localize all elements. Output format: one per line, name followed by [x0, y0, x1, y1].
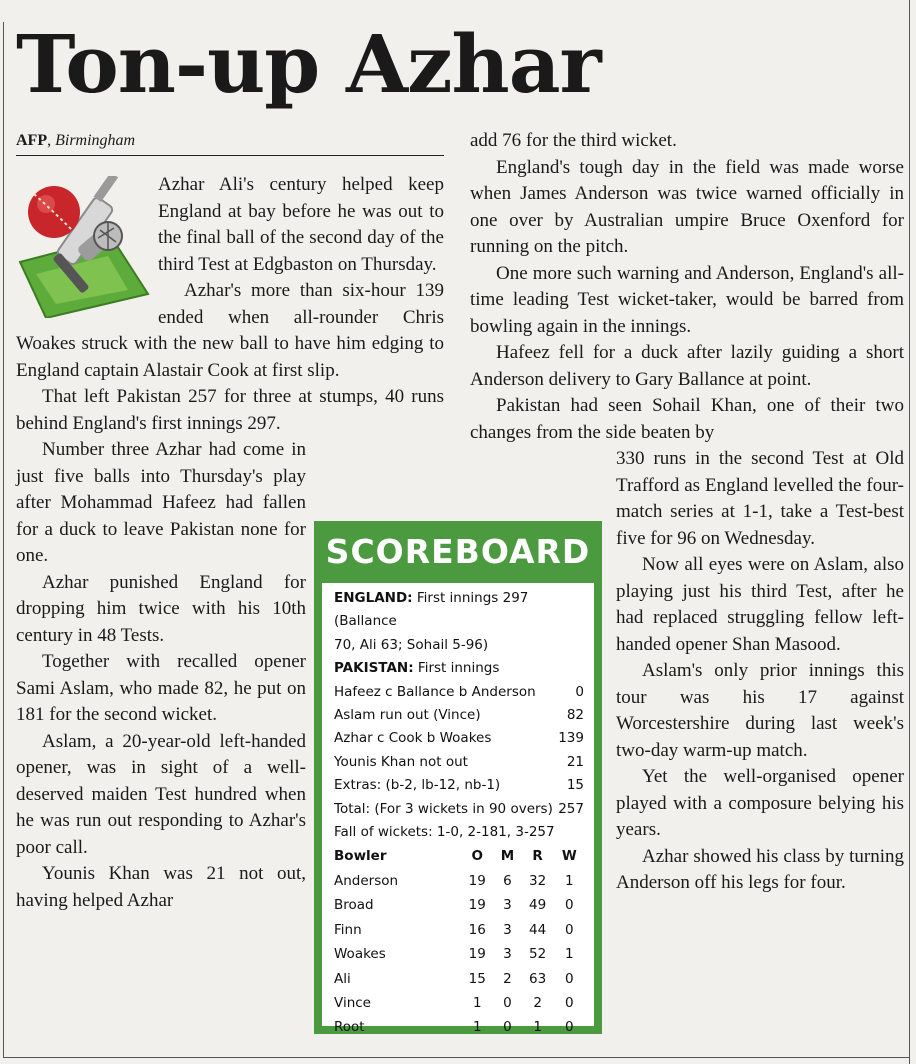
paragraph: Aslam's only prior innings this tour was his 17 against Worcestershire during last week's two-day warm-up match.	[616, 660, 904, 761]
england-line-1: First innings 297 (Ballance	[334, 590, 529, 630]
scoreboard-title: SCOREBOARD	[325, 532, 591, 571]
column-rule-left	[3, 22, 4, 1057]
fall-of-wickets: Fall of wickets: 1-0, 2-181, 3-257	[334, 824, 555, 841]
batting-row	[334, 681, 584, 704]
bowler: Root	[334, 1019, 365, 1036]
batting-row	[334, 727, 584, 750]
paragraph: Azhar Ali's century helped keep England at bay before he was out to the final ball of the second day of the third Test at Edgbaston on Thursday.	[158, 174, 444, 275]
total-label: Total: (For 3 wickets in 90 overs)	[334, 800, 553, 817]
batsman: Aslam run out (Vince)	[334, 707, 481, 724]
runs: 1	[533, 1019, 542, 1036]
paragraph: England's tough day in the field was made worse when James Anderson was twice warned officially in one over by Australian umpire Bruce Oxenford for running on the pitch.	[470, 156, 904, 257]
bowling-row	[334, 893, 584, 917]
byline-divider	[16, 155, 444, 156]
bowler: Woakes	[334, 946, 386, 963]
maidens: 2	[503, 970, 512, 987]
maidens: 6	[503, 872, 512, 889]
paragraph: Together with recalled opener Sami Aslam, who made 82, he put on 181 for the second wicket.	[16, 651, 306, 725]
paragraph: Hafeez fell for a duck after lazily guiding a short Anderson delivery to Gary Ballance at point.	[470, 342, 904, 390]
pakistan-label: PAKISTAN:	[334, 660, 414, 677]
runs: 44	[529, 921, 547, 938]
maidens: 3	[503, 921, 512, 938]
column-header: Bowler	[334, 848, 387, 865]
runs: 139	[558, 730, 584, 747]
wickets: 0	[564, 1019, 574, 1036]
bowler: Vince	[334, 994, 371, 1011]
headline: Ton-up Azhar	[16, 17, 601, 111]
batsman: Hafeez c Ballance b Anderson	[334, 683, 536, 700]
bowling-header-row	[334, 844, 584, 868]
maidens: 0	[503, 1019, 512, 1036]
runs: 15	[566, 777, 584, 794]
batting-row	[334, 751, 584, 774]
batting-row	[334, 704, 584, 727]
runs: 2	[533, 994, 542, 1011]
paragraph: Younis Khan was 21 not out, having helped Azhar	[16, 863, 306, 911]
overs: 1	[472, 1019, 482, 1036]
overs: 19	[468, 946, 486, 963]
paragraph: Pakistan had seen Sohail Khan, one of their two changes from the side beaten by	[470, 395, 904, 443]
runs: 52	[529, 946, 547, 963]
byline: AFP, Birmingham	[16, 132, 136, 149]
runs: 257	[558, 800, 584, 817]
wickets: 0	[564, 921, 574, 938]
extras-label: Extras: (b-2, lb-12, nb-1)	[334, 777, 501, 794]
column-rule-right	[909, 0, 910, 1064]
pakistan-innings	[334, 657, 584, 680]
paragraph: Azhar's more than six-hour 139 ended when all-rounder Chris Woakes struck with the new ball to have him edging to England captain Alastair Cook at first slip.	[16, 280, 444, 381]
paragraph: That left Pakistan 257 for three at stumps, 40 runs behind England's first innings 297.	[16, 386, 444, 434]
total-row	[334, 798, 584, 821]
paragraph: 330 runs in the second Test at Old Trafford as England levelled the four-match series at 1-1, take a Test-best five for 96 on Wednesday.	[616, 448, 904, 549]
cricket-ball-bat-microphone-icon	[16, 176, 152, 318]
bowling-table	[334, 844, 584, 1039]
wickets: 1	[564, 946, 574, 963]
column-header: O	[471, 848, 483, 865]
bowling-row	[334, 869, 584, 893]
runs: 21	[566, 753, 584, 770]
wickets: 0	[564, 994, 574, 1011]
batsman: Younis Khan not out	[334, 753, 468, 770]
bowling-row	[334, 1015, 584, 1039]
overs: 19	[468, 897, 486, 914]
overs: 19	[468, 872, 486, 889]
england-label: ENGLAND:	[334, 590, 413, 606]
overs: 1	[472, 994, 482, 1011]
overs: 15	[468, 970, 486, 987]
maidens: 3	[503, 897, 512, 914]
wickets: 1	[564, 872, 574, 889]
column-header: W	[561, 848, 577, 865]
bowler: Finn	[334, 921, 362, 938]
column-header: M	[500, 848, 515, 865]
runs: 32	[529, 872, 547, 889]
paragraph: One more such warning and Anderson, England's all-time leading Test wicket-taker, would be barred from bowling again in the innings.	[470, 262, 904, 337]
runs: 49	[529, 897, 547, 914]
scoreboard-box	[314, 521, 602, 1034]
article-column-right-narrow	[616, 446, 904, 897]
batsman: Azhar c Cook b Woakes	[334, 730, 492, 747]
wickets: 0	[564, 897, 574, 914]
paragraph: Yet the well-organised opener played with a composure belying his years.	[616, 766, 904, 840]
paragraph: Number three Azhar had come in just five balls into Thursday's play after Mohammad Hafeez had fallen for a duck to leave Pakistan none for one.	[16, 439, 306, 566]
wickets: 0	[564, 970, 574, 987]
bowling-row	[334, 991, 584, 1015]
paragraph: Azhar punished England for dropping him twice with his 10th century in 48 Tests.	[16, 571, 306, 646]
byline-agency: AFP	[16, 132, 48, 149]
column-header: R	[532, 848, 543, 865]
bowler: Broad	[334, 897, 374, 914]
pakistan-text: First innings	[417, 660, 500, 677]
paragraph: Aslam, a 20-year-old left-handed opener, was in sight of a well-deserved maiden Test hundred when he was run out responding to Azhar's poor call.	[16, 730, 306, 858]
page-rule-bottom	[3, 1057, 910, 1058]
bowling-row	[334, 918, 584, 942]
england-innings	[334, 587, 584, 634]
paragraph: Azhar showed his class by turning Anderson off his legs for four.	[616, 845, 904, 893]
maidens: 0	[503, 994, 512, 1011]
byline-location: Birmingham	[55, 132, 136, 149]
bowling-row	[334, 942, 584, 966]
article-column-left-narrow	[16, 437, 306, 914]
scoreboard-body	[322, 583, 594, 1036]
bowler: Anderson	[334, 872, 399, 889]
paragraph: Now all eyes were on Aslam, also playing just his third Test, after he had replaced struggling fellow left-handed opener Shan Masood.	[616, 554, 904, 655]
england-line-2: 70, Ali 63; Sohail 5-96)	[334, 636, 489, 653]
overs: 16	[468, 921, 486, 938]
runs: 0	[575, 683, 584, 700]
maidens: 3	[503, 946, 512, 963]
runs: 63	[529, 970, 547, 987]
extras-row	[334, 774, 584, 797]
bowler: Ali	[334, 970, 351, 987]
paragraph: add 76 for the third wicket.	[470, 130, 677, 151]
runs: 82	[566, 707, 584, 724]
bowling-row	[334, 967, 584, 991]
